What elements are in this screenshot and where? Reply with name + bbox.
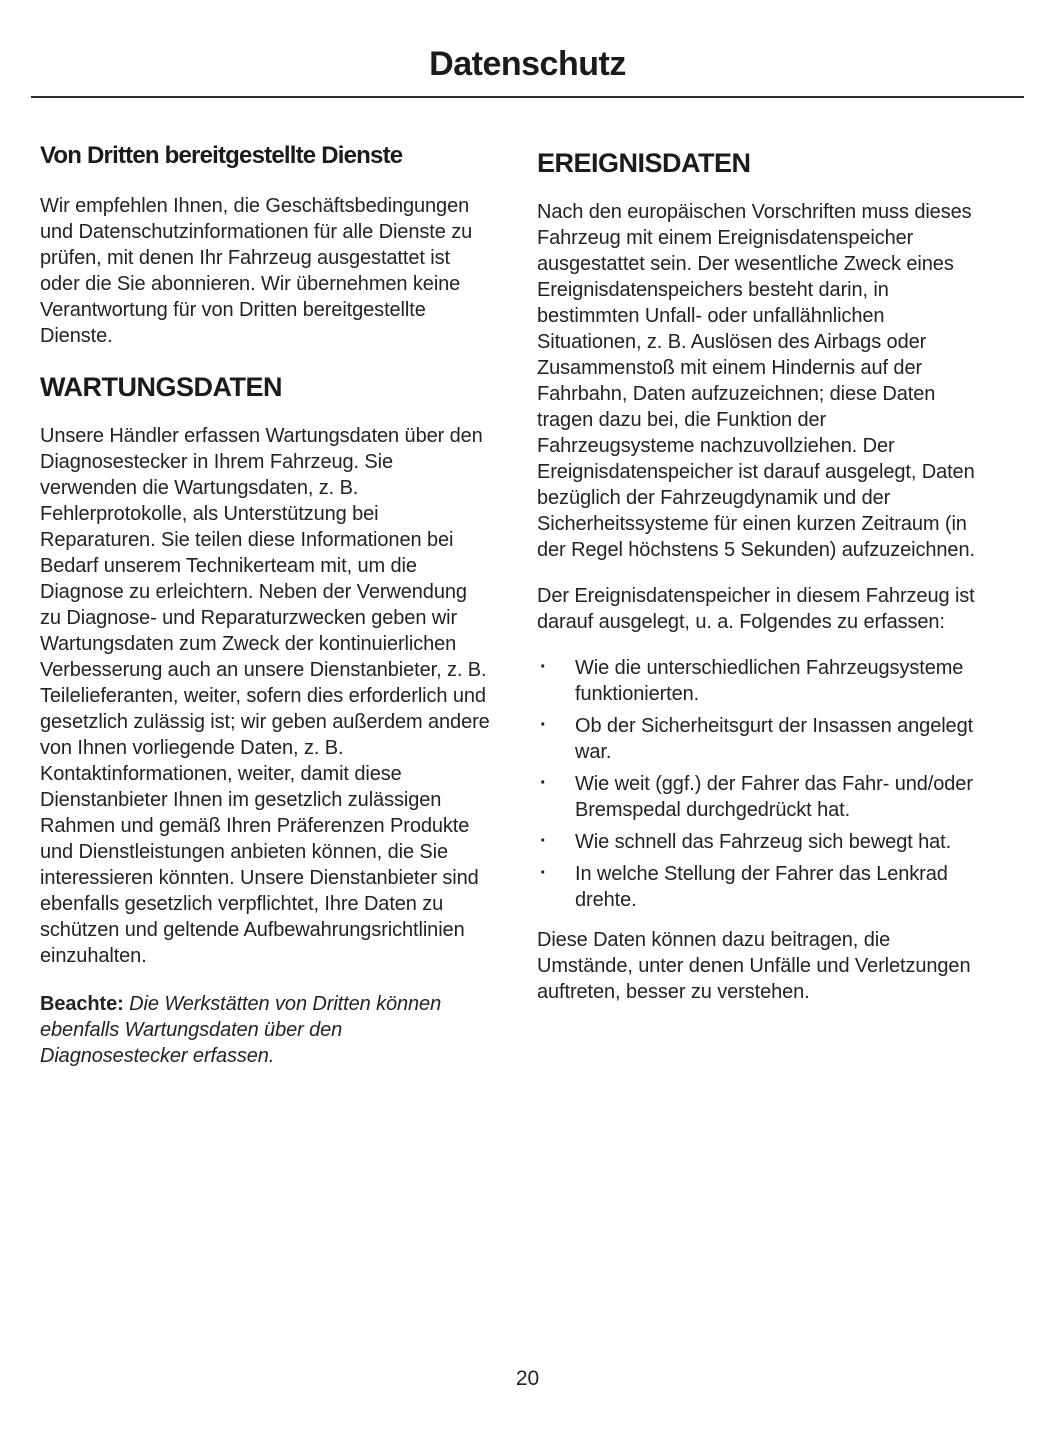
paragraph-ereignisdaten-outro: Diese Daten können dazu beitragen, die Umstände, unter denen Unfälle und Verletzungen auftreten, besser zu verstehen. [537, 929, 971, 1003]
heading-third-party-services: Von Dritten bereitgestellte Dienste [40, 142, 403, 169]
paragraph-ereignisdaten-list-intro: Der Ereignisdatenspeicher in diesem Fahrzeug ist darauf ausgelegt, u. a. Folgendes zu erfassen: [537, 585, 975, 633]
paragraph-ereignisdaten-intro: Nach den europäischen Vorschriften muss dieses Fahrzeug mit einem Ereignisdatenspeicher ausgestattet sein. Der wesentliche Zweck eines Ereignisdatenspeichers besteht darin, in bestimmten Unfall- oder unfallähnlichen Situationen, z. B. Auslösen des Airbags oder Zusammenstoß mit einem Hindernis auf der Fahrbahn, Daten aufzuzeichnen; diese Daten tragen dazu bei, die Funktion der Fahrzeugsysteme nachzuvollziehen. Der Ereignisdatenspeicher ist darauf ausgelegt, Daten bezüglich der Fahrzeugdynamik und der Sicherheitssysteme für einen kurzen Zeitraum (in der Regel höchstens 5 Sekunden) aufzuzeichnen. [537, 201, 975, 561]
bullet-icon: · [540, 830, 547, 852]
page-number: 20 [515, 1367, 540, 1390]
right-column [537, 135, 989, 1025]
list-item [537, 655, 989, 707]
bullet-icon: · [540, 656, 547, 678]
paragraph-wartungsdaten: Unsere Händler erfassen Wartungsdaten über den Diagnosestecker in Ihrem Fahrzeug. Sie verwenden die Wartungsdaten, z. B. Fehlerprotokolle, als Unterstützung bei Reparaturen. Sie teilen diese Informationen bei Bedarf unserem Technikerteam mit, um die Diagnose zu erleichtern. Neben der Verwendung zu Diagnose- und Reparaturzwecken geben wir Wartungsdaten zum Zweck der kontinuierlichen Verbesserung auch an unsere Dienstanbieter, z. B. Teilelieferanten, weiter, sofern dies erforderlich und gesetzlich zulässig ist; wir geben außerdem andere von Ihnen vorliegende Daten, z. B. Kontaktinformationen, weiter, damit diese Dienstanbieter Ihnen im gesetzlich zulässigen Rahmen und gemäß Ihren Präferenzen Produkte und Dienstleistungen anbieten können, die Sie interessieren könnten. Unsere Dienstanbieter sind ebenfalls gesetzlich verpflichtet, Ihre Daten zu schützen und geltende Aufbewahrungsrichtlinien einzuhalten. [40, 425, 490, 967]
heading-wartungsdaten: WARTUNGSDATEN [40, 372, 282, 402]
list-item [537, 861, 989, 913]
list-item-text: Wie die unterschiedlichen Fahrzeugsysteme funktionierten. [575, 657, 964, 705]
heading-ereignisdaten: EREIGNISDATEN [537, 148, 751, 178]
paragraph-third-party-services: Wir empfehlen Ihnen, die Geschäftsbedingungen und Datenschutzinformationen für alle Dienste zu prüfen, mit denen Ihr Fahrzeug ausgestattet ist oder die Sie abonnieren. Wir übernehmen keine Verantwortung für von Dritten bereitgestellte Dienste. [40, 195, 473, 347]
list-item-text: Wie weit (ggf.) der Fahrer das Fahr- und/oder Bremspedal durchgedrückt hat. [575, 773, 973, 821]
list-item-text: In welche Stellung der Fahrer das Lenkrad drehte. [575, 863, 948, 911]
list-item [537, 771, 989, 823]
note-paragraph [40, 991, 492, 1069]
list-item [537, 713, 989, 765]
page-title: Datenschutz [429, 45, 626, 83]
bullet-icon: · [540, 714, 547, 736]
header-divider [31, 96, 1024, 98]
note-body: Die Werkstätten von Dritten können ebenfalls Wartungsdaten über den Diagnosestecker erfassen. [40, 993, 442, 1067]
bullet-icon: · [540, 862, 547, 884]
note-label: Beachte: [40, 993, 124, 1015]
list-item-text: Wie schnell das Fahrzeug sich bewegt hat. [575, 831, 952, 853]
event-data-list [537, 655, 989, 913]
bullet-icon: · [540, 772, 547, 794]
list-item-text: Ob der Sicherheitsgurt der Insassen angelegt war. [575, 715, 974, 763]
left-column [40, 135, 492, 1069]
list-item [537, 829, 989, 855]
